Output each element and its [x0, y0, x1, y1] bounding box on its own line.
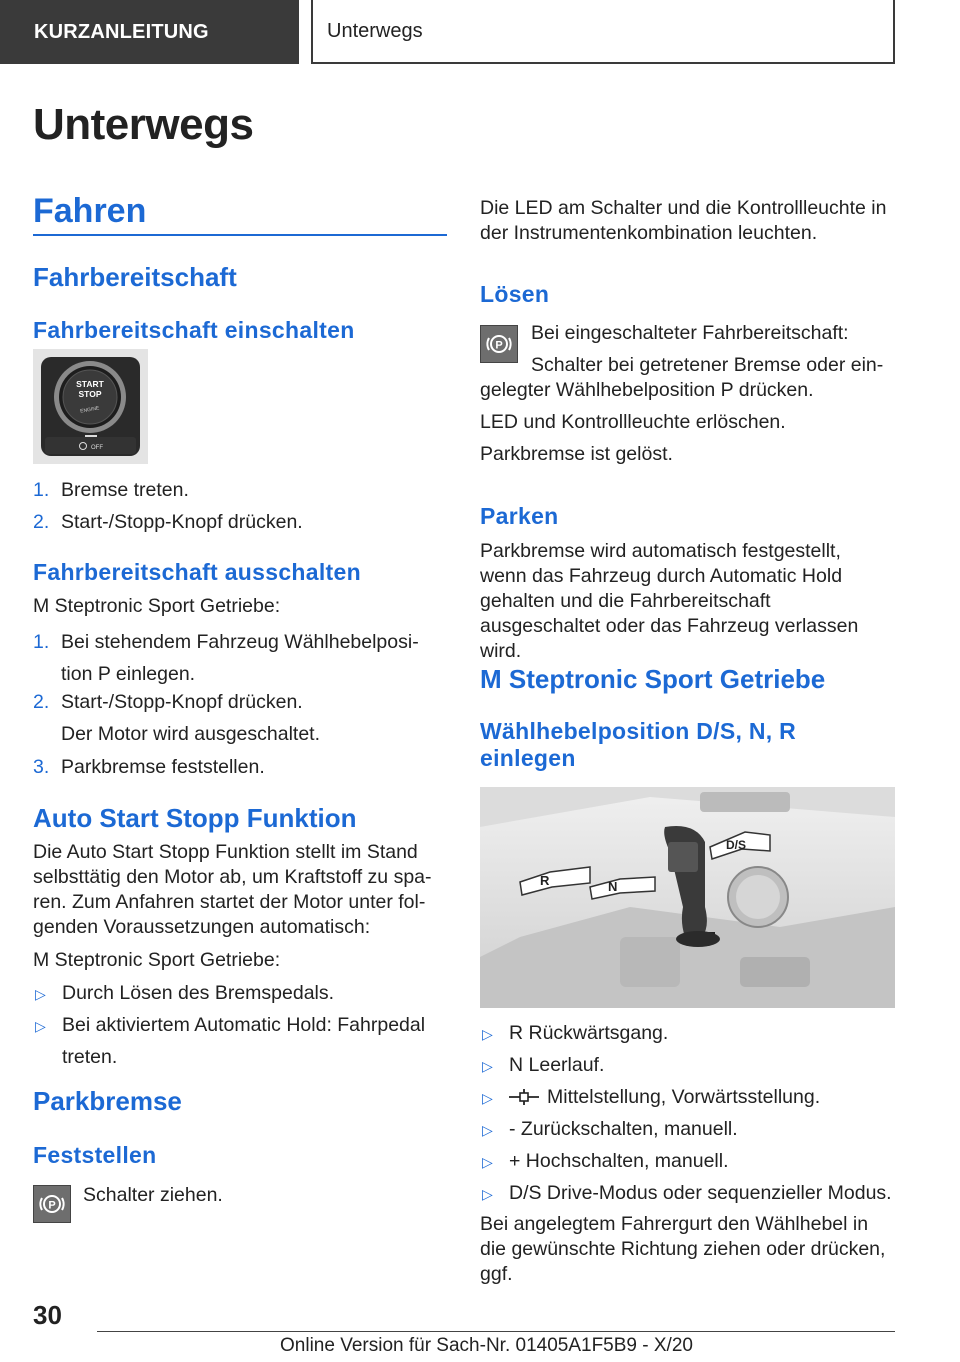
heading-einschalten: Fahrbereitschaft einschalten [33, 317, 355, 343]
page-title: Unterwegs [33, 100, 254, 149]
loesen-line-2b: gelegter Wählhebelposition P drücken. [480, 379, 814, 401]
selector-lever-icon [480, 787, 895, 1008]
heading-loesen: Lösen [480, 281, 550, 307]
section-heading-fahren: Fahren [33, 192, 147, 230]
heading-auto-start-stopp: Auto Start Stopp Funktion [33, 803, 357, 833]
heading-fahrbereitschaft: Fahrbereitschaft [33, 262, 237, 292]
page-number: 30 [33, 1300, 62, 1330]
section-tab-label: KURZANLEITUNG [34, 20, 209, 43]
svg-text:P: P [495, 339, 503, 352]
list-item: 1. Bei stehendem Fahrzeug Wählhebelposi‐tion P einlegen. [33, 631, 419, 685]
triangle-bullet-icon: ▷ [35, 986, 46, 1002]
svg-text:OFF: OFF [91, 445, 103, 451]
triangle-bullet-icon: ▷ [482, 1154, 493, 1170]
chapter-tab-label: Unterwegs [327, 19, 423, 42]
heading-parken: Parken [480, 503, 559, 529]
heading-parkbremse: Parkbremse [33, 1086, 182, 1116]
auto-start-text: Die Auto Start Stopp Funktion stellt im Stand selbsttätig den Motor ab, um Kraftstoff zu spa‐ren. Zum Anfahren startet der Motor unter fol‐genden Voraussetzungen automatisch: [33, 841, 432, 938]
svg-text:ENGINE: ENGINE [79, 405, 100, 415]
triangle-bullet-icon: ▷ [482, 1058, 493, 1074]
svg-text:STOP: STOP [78, 389, 102, 399]
triangle-bullet-icon: ▷ [482, 1186, 493, 1202]
parking-brake-icon [480, 325, 518, 363]
loesen-line-3: LED und Kontrollleuchte erlöschen. [480, 411, 786, 433]
parking-brake-icon [33, 1185, 71, 1223]
gear-shift-position-icon [509, 1087, 539, 1107]
svg-text:N: N [608, 879, 618, 894]
svg-text:START: START [76, 379, 104, 389]
chapter-tab [311, 0, 895, 64]
led-text: Die LED am Schalter und die Kontrollleuchte in der Instrumentenkombination leuchten. [480, 197, 887, 244]
heading-feststellen: Feststellen [33, 1142, 157, 1168]
svg-text:R: R [540, 873, 550, 888]
loesen-line-1: Bei eingeschalteter Fahrbereitschaft: [531, 322, 849, 344]
start-stop-button-icon [33, 349, 148, 464]
parken-text: Parkbremse wird automatisch festgestellt, wenn das Fahrzeug durch Automatic Hold gehalten und die Fahrbereitschaft ausgeschaltet oder das Fahrzeug verlassen wird. [480, 540, 859, 662]
footer-rule [97, 1331, 895, 1332]
section-rule [33, 234, 447, 236]
loesen-line-2a: Schalter bei getretener Bremse oder ein‐ [531, 354, 884, 376]
heading-waehlhebel-1: Wählhebelposition D/S, N, R [480, 718, 797, 744]
svg-text:P: P [48, 1199, 56, 1212]
section-tab [0, 0, 299, 64]
heading-ausschalten: Fahrbereitschaft ausschalten [33, 559, 361, 585]
triangle-bullet-icon: ▷ [482, 1026, 493, 1042]
feststellen-text: Schalter ziehen. [83, 1184, 223, 1206]
online-version-note: Online Version für Sach-Nr. 01405A1F5B9 - X/20 [280, 1335, 693, 1356]
closing-text: Bei angelegtem Fahrergurt den Wählhebel in die gewünschte Richtung ziehen oder drücken, ggf. [480, 1213, 886, 1285]
bullet-text: Mittelstellung, Vorwärtsstellung. [547, 1086, 821, 1108]
loesen-line-4: Parkbremse ist gelöst. [480, 443, 673, 465]
triangle-bullet-icon: ▷ [482, 1122, 493, 1138]
heading-waehlhebel-2: einlegen [480, 745, 576, 771]
svg-text:D/S: D/S [726, 838, 747, 852]
triangle-bullet-icon: ▷ [482, 1090, 493, 1106]
auto-start-intro: M Steptronic Sport Getriebe: [33, 949, 281, 971]
ausschalten-intro: M Steptronic Sport Getriebe: [33, 595, 281, 617]
triangle-bullet-icon: ▷ [35, 1018, 46, 1034]
heading-steptronic: M Steptronic Sport Getriebe [480, 664, 826, 694]
